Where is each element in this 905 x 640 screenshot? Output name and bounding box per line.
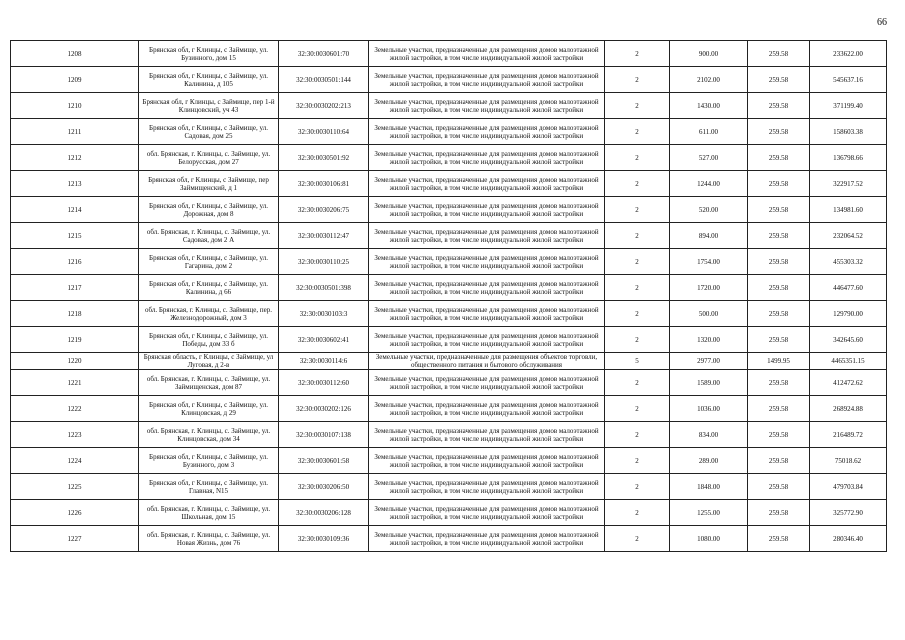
group-cell: 2 xyxy=(605,249,670,275)
rate-cell: 259.58 xyxy=(748,249,810,275)
address-cell: Брянская обл, г Клинцы, с Займище, ул. Калинина, д 66 xyxy=(139,275,279,301)
address-cell: обл. Брянская, г. Клинцы, с. Займище, ул. Займищенская, дом 87 xyxy=(139,370,279,396)
land-use-cell: Земельные участки, предназначенные для размещения домов малоэтажной жилой застройки, в том числе индивидуальной жилой застройки xyxy=(369,396,605,422)
address-cell: Брянская обл, г Клинцы, с Займище, ул. Победы, дом 33 б xyxy=(139,327,279,353)
address-cell: Брянская обл, г Клинцы, с Займище, ул. Бузинного, дом 15 xyxy=(139,41,279,67)
group-cell: 2 xyxy=(605,93,670,119)
area-cell: 611.00 xyxy=(670,119,748,145)
cadastral-value-cell: 158603.38 xyxy=(810,119,887,145)
group-cell: 2 xyxy=(605,41,670,67)
address-cell: Брянская обл, г Клинцы, с Займище, ул. Главная, N15 xyxy=(139,474,279,500)
row-number: 1220 xyxy=(11,353,139,370)
area-cell: 1255.00 xyxy=(670,500,748,526)
rate-cell: 259.58 xyxy=(748,41,810,67)
rate-cell: 259.58 xyxy=(748,171,810,197)
cadastral-value-cell: 268924.88 xyxy=(810,396,887,422)
rate-cell: 259.58 xyxy=(748,422,810,448)
cadastral-value-table xyxy=(10,40,887,552)
group-cell: 2 xyxy=(605,370,670,396)
cadastral-value-cell: 134981.60 xyxy=(810,197,887,223)
land-use-cell: Земельные участки, предназначенные для размещения домов малоэтажной жилой застройки, в том числе индивидуальной жилой застройки xyxy=(369,223,605,249)
cadastral-value-cell: 446477.60 xyxy=(810,275,887,301)
table-row xyxy=(11,353,887,370)
address-cell: Брянская обл, г Клинцы, с Займище, ул. Гагарина, дом 2 xyxy=(139,249,279,275)
table-row xyxy=(11,526,887,552)
row-number: 1222 xyxy=(11,396,139,422)
row-number: 1215 xyxy=(11,223,139,249)
area-cell: 834.00 xyxy=(670,422,748,448)
cadastral-value-cell: 233622.00 xyxy=(810,41,887,67)
rate-cell: 259.58 xyxy=(748,396,810,422)
table-row xyxy=(11,448,887,474)
cadastral-number-cell: 32:30:0030107:138 xyxy=(279,422,369,448)
table-row xyxy=(11,301,887,327)
group-cell: 2 xyxy=(605,145,670,171)
address-cell: обл. Брянская, г. Клинцы, с. Займище, пер. Железнодорожный, дом 3 xyxy=(139,301,279,327)
area-cell: 1036.00 xyxy=(670,396,748,422)
cadastral-value-cell: 412472.62 xyxy=(810,370,887,396)
table-row xyxy=(11,500,887,526)
address-cell: Брянская область, г Клинцы, с Займище, ул Луговая, д 2-в xyxy=(139,353,279,370)
group-cell: 2 xyxy=(605,500,670,526)
row-number: 1212 xyxy=(11,145,139,171)
group-cell: 2 xyxy=(605,474,670,500)
group-cell: 2 xyxy=(605,526,670,552)
address-cell: обл. Брянская, г. Клинцы, с. Займище, ул. Новая Жизнь, дом 76 xyxy=(139,526,279,552)
cadastral-number-cell: 32:30:0030110:64 xyxy=(279,119,369,145)
address-cell: Брянская обл, г Клинцы, с Займище, ул. Бузинного, дом 3 xyxy=(139,448,279,474)
land-use-cell: Земельные участки, предназначенные для размещения домов малоэтажной жилой застройки, в том числе индивидуальной жилой застройки xyxy=(369,249,605,275)
land-use-cell: Земельные участки, предназначенные для размещения домов малоэтажной жилой застройки, в том числе индивидуальной жилой застройки xyxy=(369,301,605,327)
cadastral-number-cell: 32:30:0030114:6 xyxy=(279,353,369,370)
row-number: 1227 xyxy=(11,526,139,552)
land-use-cell: Земельные участки, предназначенные для размещения домов малоэтажной жилой застройки, в том числе индивидуальной жилой застройки xyxy=(369,422,605,448)
land-use-cell: Земельные участки, предназначенные для размещения домов малоэтажной жилой застройки, в том числе индивидуальной жилой застройки xyxy=(369,275,605,301)
area-cell: 1244.00 xyxy=(670,171,748,197)
rate-cell: 259.58 xyxy=(748,275,810,301)
area-cell: 1320.00 xyxy=(670,327,748,353)
table-row xyxy=(11,145,887,171)
rate-cell: 259.58 xyxy=(748,119,810,145)
land-use-cell: Земельные участки, предназначенные для размещения объектов торговли, общественного питания и бытового обслуживания xyxy=(369,353,605,370)
cadastral-value-cell: 325772.90 xyxy=(810,500,887,526)
row-number: 1216 xyxy=(11,249,139,275)
row-number: 1209 xyxy=(11,67,139,93)
cadastral-number-cell: 32:30:0030106:81 xyxy=(279,171,369,197)
land-use-cell: Земельные участки, предназначенные для размещения домов малоэтажной жилой застройки, в том числе индивидуальной жилой застройки xyxy=(369,474,605,500)
cadastral-number-cell: 32:30:0030112:47 xyxy=(279,223,369,249)
cadastral-value-cell: 371199.40 xyxy=(810,93,887,119)
rate-cell: 259.58 xyxy=(748,327,810,353)
address-cell: Брянская обл, г Клинцы, с Займище, ул. Калинина, д 105 xyxy=(139,67,279,93)
address-cell: обл. Брянская, г. Клинцы, с. Займище, ул. Клинцовская, дом 34 xyxy=(139,422,279,448)
table-row xyxy=(11,119,887,145)
rate-cell: 259.58 xyxy=(748,67,810,93)
group-cell: 2 xyxy=(605,327,670,353)
table-row xyxy=(11,223,887,249)
row-number: 1219 xyxy=(11,327,139,353)
land-use-cell: Земельные участки, предназначенные для размещения домов малоэтажной жилой застройки, в том числе индивидуальной жилой застройки xyxy=(369,370,605,396)
group-cell: 2 xyxy=(605,171,670,197)
land-use-cell: Земельные участки, предназначенные для размещения домов малоэтажной жилой застройки, в том числе индивидуальной жилой застройки xyxy=(369,67,605,93)
cadastral-number-cell: 32:30:0030206:75 xyxy=(279,197,369,223)
cadastral-number-cell: 32:30:0030206:50 xyxy=(279,474,369,500)
row-number: 1213 xyxy=(11,171,139,197)
table-row xyxy=(11,41,887,67)
group-cell: 2 xyxy=(605,223,670,249)
table-row xyxy=(11,327,887,353)
group-cell: 2 xyxy=(605,197,670,223)
cadastral-value-cell: 4465351.15 xyxy=(810,353,887,370)
cadastral-value-cell: 75018.62 xyxy=(810,448,887,474)
table-row xyxy=(11,275,887,301)
group-cell: 2 xyxy=(605,301,670,327)
rate-cell: 259.58 xyxy=(748,301,810,327)
land-use-cell: Земельные участки, предназначенные для размещения домов малоэтажной жилой застройки, в том числе индивидуальной жилой застройки xyxy=(369,41,605,67)
area-cell: 1754.00 xyxy=(670,249,748,275)
group-cell: 2 xyxy=(605,448,670,474)
area-cell: 894.00 xyxy=(670,223,748,249)
area-cell: 1589.00 xyxy=(670,370,748,396)
address-cell: Брянская обл, г Клинцы, с Займище, ул. Дорожная, дом 8 xyxy=(139,197,279,223)
row-number: 1217 xyxy=(11,275,139,301)
row-number: 1218 xyxy=(11,301,139,327)
cadastral-value-cell: 322917.52 xyxy=(810,171,887,197)
group-cell: 5 xyxy=(605,353,670,370)
row-number: 1225 xyxy=(11,474,139,500)
land-use-cell: Земельные участки, предназначенные для размещения домов малоэтажной жилой застройки, в том числе индивидуальной жилой застройки xyxy=(369,448,605,474)
cadastral-number-cell: 32:30:0030110:25 xyxy=(279,249,369,275)
row-number: 1208 xyxy=(11,41,139,67)
area-cell: 2102.00 xyxy=(670,67,748,93)
row-number: 1221 xyxy=(11,370,139,396)
table-row xyxy=(11,67,887,93)
area-cell: 289.00 xyxy=(670,448,748,474)
cadastral-number-cell: 32:30:0030206:128 xyxy=(279,500,369,526)
table-row xyxy=(11,197,887,223)
rate-cell: 259.58 xyxy=(748,448,810,474)
group-cell: 2 xyxy=(605,275,670,301)
table-row xyxy=(11,93,887,119)
cadastral-value-cell: 232064.52 xyxy=(810,223,887,249)
area-cell: 1430.00 xyxy=(670,93,748,119)
land-use-cell: Земельные участки, предназначенные для размещения домов малоэтажной жилой застройки, в том числе индивидуальной жилой застройки xyxy=(369,526,605,552)
cadastral-number-cell: 32:30:0030602:41 xyxy=(279,327,369,353)
address-cell: обл. Брянская, г. Клинцы, с. Займище, ул. Школьная, дом 15 xyxy=(139,500,279,526)
address-cell: обл. Брянская, г. Клинцы, с. Займище, ул. Садовая, дом 2 А xyxy=(139,223,279,249)
area-cell: 527.00 xyxy=(670,145,748,171)
cadastral-value-cell: 545637.16 xyxy=(810,67,887,93)
group-cell: 2 xyxy=(605,67,670,93)
group-cell: 2 xyxy=(605,396,670,422)
table-row xyxy=(11,171,887,197)
area-cell: 900.00 xyxy=(670,41,748,67)
cadastral-number-cell: 32:30:0030601:58 xyxy=(279,448,369,474)
cadastral-value-cell: 129790.00 xyxy=(810,301,887,327)
area-cell: 520.00 xyxy=(670,197,748,223)
cadastral-value-cell: 280346.40 xyxy=(810,526,887,552)
row-number: 1224 xyxy=(11,448,139,474)
cadastral-number-cell: 32:30:0030202:213 xyxy=(279,93,369,119)
area-cell: 1848.00 xyxy=(670,474,748,500)
area-cell: 1720.00 xyxy=(670,275,748,301)
land-use-cell: Земельные участки, предназначенные для размещения домов малоэтажной жилой застройки, в том числе индивидуальной жилой застройки xyxy=(369,197,605,223)
rate-cell: 259.58 xyxy=(748,223,810,249)
land-use-cell: Земельные участки, предназначенные для размещения домов малоэтажной жилой застройки, в том числе индивидуальной жилой застройки xyxy=(369,119,605,145)
table-row xyxy=(11,370,887,396)
cadastral-value-cell: 342645.60 xyxy=(810,327,887,353)
rate-cell: 259.58 xyxy=(748,526,810,552)
table-row xyxy=(11,396,887,422)
land-use-cell: Земельные участки, предназначенные для размещения домов малоэтажной жилой застройки, в том числе индивидуальной жилой застройки xyxy=(369,145,605,171)
cadastral-number-cell: 32:30:0030103:3 xyxy=(279,301,369,327)
area-cell: 2977.00 xyxy=(670,353,748,370)
address-cell: Брянская обл, г Клинцы, с Займище, пер 1-й Клинцовский, уч 43 xyxy=(139,93,279,119)
rate-cell: 259.58 xyxy=(748,370,810,396)
land-use-cell: Земельные участки, предназначенные для размещения домов малоэтажной жилой застройки, в том числе индивидуальной жилой застройки xyxy=(369,327,605,353)
rate-cell: 259.58 xyxy=(748,474,810,500)
cadastral-number-cell: 32:30:0030501:144 xyxy=(279,67,369,93)
table-row xyxy=(11,249,887,275)
table-row xyxy=(11,422,887,448)
cadastral-number-cell: 32:30:0030112:60 xyxy=(279,370,369,396)
page-number: 66 xyxy=(877,17,887,28)
group-cell: 2 xyxy=(605,119,670,145)
area-cell: 500.00 xyxy=(670,301,748,327)
cadastral-value-cell: 136798.66 xyxy=(810,145,887,171)
address-cell: обл. Брянская, г. Клинцы, с. Займище, ул. Белорусская, дом 27 xyxy=(139,145,279,171)
rate-cell: 259.58 xyxy=(748,145,810,171)
cadastral-number-cell: 32:30:0030501:92 xyxy=(279,145,369,171)
table-row xyxy=(11,474,887,500)
cadastral-value-cell: 455303.32 xyxy=(810,249,887,275)
land-use-cell: Земельные участки, предназначенные для размещения домов малоэтажной жилой застройки, в том числе индивидуальной жилой застройки xyxy=(369,500,605,526)
cadastral-number-cell: 32:30:0030601:70 xyxy=(279,41,369,67)
land-use-cell: Земельные участки, предназначенные для размещения домов малоэтажной жилой застройки, в том числе индивидуальной жилой застройки xyxy=(369,93,605,119)
cadastral-number-cell: 32:30:0030109:36 xyxy=(279,526,369,552)
group-cell: 2 xyxy=(605,422,670,448)
area-cell: 1080.00 xyxy=(670,526,748,552)
address-cell: Брянская обл, г Клинцы, с Займище, ул. Клинцовская, д 29 xyxy=(139,396,279,422)
cadastral-value-cell: 216489.72 xyxy=(810,422,887,448)
address-cell: Брянская обл, г Клинцы, с Займище, пер Займищенский, д 1 xyxy=(139,171,279,197)
cadastral-number-cell: 32:30:0030501:398 xyxy=(279,275,369,301)
rate-cell: 1499.95 xyxy=(748,353,810,370)
row-number: 1211 xyxy=(11,119,139,145)
row-number: 1223 xyxy=(11,422,139,448)
cadastral-number-cell: 32:30:0030202:126 xyxy=(279,396,369,422)
address-cell: Брянская обл, г Клинцы, с Займище, ул. Садовая, дом 25 xyxy=(139,119,279,145)
rate-cell: 259.58 xyxy=(748,93,810,119)
row-number: 1210 xyxy=(11,93,139,119)
rate-cell: 259.58 xyxy=(748,500,810,526)
rate-cell: 259.58 xyxy=(748,197,810,223)
land-use-cell: Земельные участки, предназначенные для размещения домов малоэтажной жилой застройки, в том числе индивидуальной жилой застройки xyxy=(369,171,605,197)
cadastral-value-cell: 479703.84 xyxy=(810,474,887,500)
row-number: 1214 xyxy=(11,197,139,223)
row-number: 1226 xyxy=(11,500,139,526)
